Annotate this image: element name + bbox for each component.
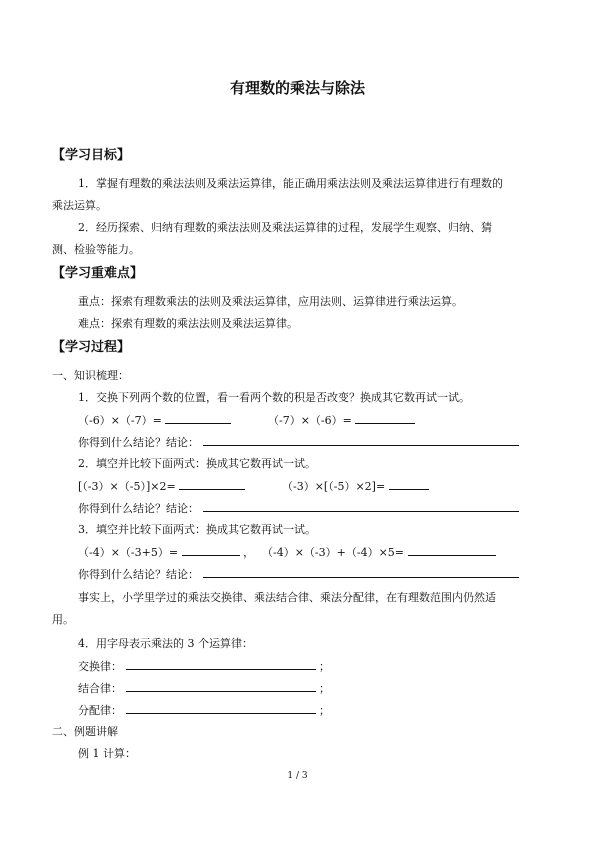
q1-conclusion-label: 你得到什么结论？结论： bbox=[78, 436, 199, 449]
q1-answer-blank-2[interactable] bbox=[355, 412, 415, 424]
part-2-heading: 二、例题讲解 bbox=[52, 725, 118, 738]
q3-conclusion-blank[interactable] bbox=[203, 566, 519, 578]
q1-answer-blank-1[interactable] bbox=[165, 412, 231, 424]
q3-answer-blank-1[interactable] bbox=[182, 544, 240, 556]
law-distributive bbox=[78, 702, 330, 719]
q2-expression-2 bbox=[282, 478, 429, 495]
q3-expression-1-text: （-4）×（-3+5）= bbox=[78, 546, 179, 559]
q2-conclusion bbox=[78, 500, 519, 517]
law-associative-label: 结合律： bbox=[78, 682, 122, 695]
q1-conclusion bbox=[78, 434, 519, 451]
page-title: 有理数的乘法与除法 bbox=[229, 79, 365, 97]
question-2: 2．填空并比较下面两式：换成其它数再试一试。 bbox=[78, 457, 316, 470]
goal-2-line-1: 2．经历探索、归纳有理数的乘法法则及乘法运算律的过程，发展学生观察、归纳、猜 bbox=[78, 221, 492, 234]
section-heading-goals: 【学习目标】 bbox=[52, 148, 131, 163]
q1-expression-1-text: （-6）×（-7）= bbox=[78, 414, 162, 427]
page-number: 1 / 3 bbox=[287, 771, 308, 781]
q3-expression-1 bbox=[78, 544, 254, 561]
goal-1-line-1: 1．掌握有理数的乘法法则及乘法运算律，能正确用乘法法则及乘法运算律进行有理数的 bbox=[78, 177, 503, 190]
goal-1-line-2: 乘法运算。 bbox=[52, 199, 107, 212]
question-1: 1．交换下列两个数的位置，看一看两个数的积是否改变？换成其它数再试一试。 bbox=[78, 391, 470, 404]
key-point-difficult: 难点：探索有理数的乘法法则及乘法运算律。 bbox=[78, 317, 298, 330]
q3-conclusion-label: 你得到什么结论？结论： bbox=[78, 568, 199, 581]
q1-expression-1 bbox=[78, 412, 231, 429]
law-commutative bbox=[78, 658, 330, 675]
law-associative-blank[interactable] bbox=[126, 680, 316, 692]
goal-2-line-2: 测、检验等能力。 bbox=[52, 243, 140, 256]
law-distributive-semicolon: ； bbox=[319, 704, 330, 717]
section-heading-key-points: 【学习重难点】 bbox=[52, 266, 144, 281]
q1-conclusion-blank[interactable] bbox=[203, 434, 519, 446]
q3-conclusion bbox=[78, 566, 519, 583]
example-1-label: 例 1 计算： bbox=[78, 747, 136, 760]
law-commutative-semicolon: ； bbox=[319, 660, 330, 673]
q2-conclusion-blank[interactable] bbox=[203, 500, 519, 512]
q2-expression-1 bbox=[78, 478, 245, 495]
key-point-important: 重点：探索有理数乘法的法则及乘法运算律，应用法则、运算律进行乘法运算。 bbox=[78, 295, 463, 308]
q2-answer-blank-1[interactable] bbox=[179, 478, 245, 490]
fact-line-1: 事实上，小学里学过的乘法交换律、乘法结合律、乘法分配律，在有理数范围内仍然适 bbox=[78, 591, 496, 604]
q3-expression-2 bbox=[262, 544, 496, 561]
question-4: 4．用字母表示乘法的 3 个运算律： bbox=[78, 637, 253, 650]
question-3: 3．填空并比较下面两式：换成其它数再试一试。 bbox=[78, 523, 316, 536]
law-distributive-label: 分配律： bbox=[78, 704, 122, 717]
q2-conclusion-label: 你得到什么结论？结论： bbox=[78, 502, 199, 515]
law-commutative-blank[interactable] bbox=[126, 658, 316, 670]
q1-expression-2 bbox=[268, 412, 415, 429]
law-distributive-blank[interactable] bbox=[126, 702, 316, 714]
q3-answer-blank-2[interactable] bbox=[408, 544, 496, 556]
q2-answer-blank-2[interactable] bbox=[389, 478, 429, 490]
q1-expression-2-text: （-7）×（-6）= bbox=[268, 414, 352, 427]
q3-separator: ， bbox=[243, 546, 255, 559]
q2-expression-1-text: [（-3）×（-5）]×2= bbox=[78, 480, 176, 493]
q3-expression-2-text: （-4）×（-3）+（-4）×5= bbox=[262, 546, 405, 559]
part-1-heading: 一、知识梳理： bbox=[52, 369, 129, 382]
fact-line-2: 用。 bbox=[52, 613, 74, 626]
section-heading-process: 【学习过程】 bbox=[52, 340, 131, 355]
law-associative bbox=[78, 680, 330, 697]
q2-expression-2-text: （-3）×[（-5）×2]= bbox=[282, 480, 386, 493]
law-associative-semicolon: ； bbox=[319, 682, 330, 695]
law-commutative-label: 交换律： bbox=[78, 660, 122, 673]
